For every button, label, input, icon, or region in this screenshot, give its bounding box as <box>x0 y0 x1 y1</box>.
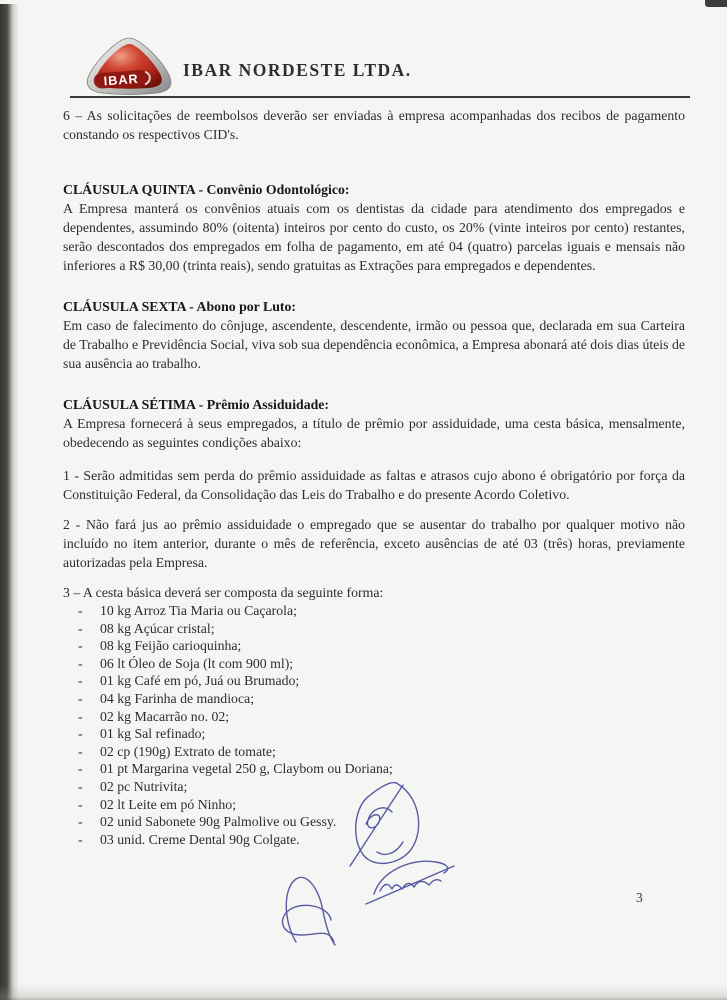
signature-loop <box>282 877 335 945</box>
basket-item-dash: - <box>78 603 83 618</box>
basket-item-text: 08 kg Feijão carioquinha; <box>100 638 242 654</box>
signature-scribble-underline <box>366 861 454 904</box>
basket-item <box>63 637 685 655</box>
basket-item-text: 02 cp (190g) Extrato de tomate; <box>100 743 276 759</box>
basket-item-text: 08 kg Açúcar cristal; <box>100 620 215 636</box>
clause-sexta-title: CLÁUSULA SEXTA - Abono por Luto: <box>63 299 296 314</box>
header-rule <box>70 96 690 98</box>
basket-item-text: 02 pc Nutrivita; <box>100 778 188 794</box>
basket-item <box>63 743 685 761</box>
basket-item-text: 10 kg Arroz Tia Maria ou Caçarola; <box>100 603 297 618</box>
basket-item-text: 04 kg Farinha de mandioca; <box>100 690 255 706</box>
page-number: 3 <box>636 890 643 905</box>
basket-item-dash: - <box>78 726 83 742</box>
clause-quinta-body: A Empresa manterá os convênios atuais com os dentistas da cidade para atendimento dos empregados e dependentes, assumindo 80% (oitenta) inteiros por cento do custo, os 20% (vinte inteiros por cento) restantes, serão descontados dos empregados em folha de pagamento, em até 04 (quatro) parcelas iguais e mensais não inferiores a R$ 30,00 (trinta reais), sendo gratuitas as Extrações para empregados e dependentes. <box>63 201 685 273</box>
basket-item <box>63 690 685 708</box>
basket-item-dash: - <box>78 638 83 654</box>
basket-item-dash: - <box>78 761 83 777</box>
clause-quinta-title: CLÁUSULA QUINTA - Convênio Odontológico: <box>63 182 350 197</box>
condition-paragraph-1: 1 - Serão admitidas sem perda do prêmio assiduidade as faltas e atrasos cujo abono é obrigatório por força da Constituição Federal, da Consolidação das Leis do Trabalho e do presente Acordo Coletivo. <box>63 468 685 502</box>
basket-item-dash: - <box>78 796 83 812</box>
scan-bottom-edge <box>0 984 727 1000</box>
basket-item <box>63 620 685 638</box>
basket-item <box>63 602 685 620</box>
basket-item-dash: - <box>78 655 83 671</box>
basket-item <box>63 672 685 690</box>
basket-item <box>63 708 685 726</box>
intro-paragraph: 6 – As solicitações de reembolsos deverão ser enviadas à empresa acompanhadas dos recibos de pagamento constando os respectivos CID's. <box>63 108 685 142</box>
basket-item-text: 01 pt Margarina vegetal 250 g, Claybom ou Doriana; <box>100 761 393 777</box>
signature-flourish <box>350 783 419 866</box>
basket-item-text: 01 kg Café em pó, Juá ou Brumado; <box>100 673 300 689</box>
company-logo <box>85 37 175 101</box>
basket-item-text: 02 lt Leite em pó Ninho; <box>100 796 237 812</box>
basket-item <box>63 725 685 743</box>
condition-paragraph-2: 2 - Não fará jus ao prêmio assiduidade o empregado que se ausentar do trabalho por qualquer motivo não incluído no item anterior, durante o mês de referência, exceto ausências de até 03 (três) horas, previamente autorizadas pela Empresa. <box>63 517 685 570</box>
basket-item-text: 01 kg Sal refinado; <box>100 726 206 742</box>
logo-text: IBAR <box>103 70 140 89</box>
basket-item-dash: - <box>78 620 83 636</box>
basket-item-text: 03 unid. Creme Dental 90g Colgate. <box>100 831 300 847</box>
basket-item-dash: - <box>78 814 83 830</box>
company-name: IBAR NORDESTE LTDA. <box>183 60 412 80</box>
basket-item-dash: - <box>78 778 83 794</box>
clause-sexta-body: Em caso de falecimento do cônjuge, ascendente, descendente, irmão ou pessoa que, declarada em sua Carteira de Trabalho e Previdência Social, viva sob sua dependência econômica, a Empresa abonará até dois dias úteis de sua ausência ao trabalho. <box>63 318 685 371</box>
scan-corner-mark <box>705 0 727 7</box>
basket-item <box>63 655 685 673</box>
document-body <box>63 106 685 848</box>
signatures-area <box>265 770 475 960</box>
basket-item-dash: - <box>78 831 83 847</box>
basket-item-dash: - <box>78 690 83 706</box>
basket-item-dash: - <box>78 743 83 759</box>
ibar-logo-icon <box>85 37 175 96</box>
clause-setima-body: A Empresa fornecerá à seus empregados, a título de prêmio por assiduidade, uma cesta básica, mensalmente, obedecendo as seguintes condições abaixo: <box>63 416 685 450</box>
basket-item-text: 02 unid Sabonete 90g Palmolive ou Gessy. <box>100 814 337 830</box>
basket-item-text: 06 lt Óleo de Soja (lt com 900 ml); <box>100 655 294 671</box>
basket-intro: 3 – A cesta básica deverá ser composta da seguinte forma: <box>63 585 384 600</box>
basket-item-text: 02 kg Macarrão no. 02; <box>100 708 230 724</box>
scan-left-edge <box>0 4 20 1000</box>
basket-item-dash: - <box>78 708 83 724</box>
basket-item-dash: - <box>78 673 83 689</box>
clause-setima-title: CLÁUSULA SÉTIMA - Prêmio Assiduidade: <box>63 397 330 412</box>
